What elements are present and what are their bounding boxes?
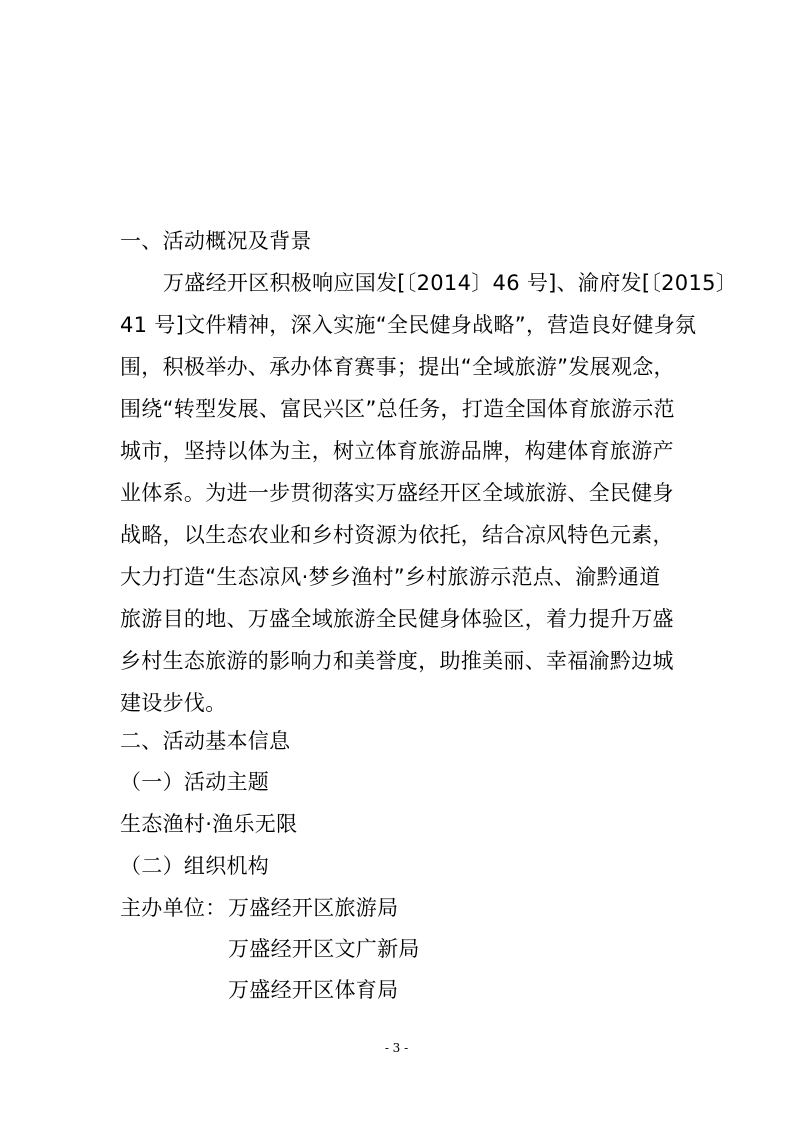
- paragraph-line: 乡村生态旅游的影响力和美誉度，助推美丽、幸福渝黔边城: [120, 649, 674, 673]
- subsection-2-heading: （二）组织机构: [120, 854, 270, 878]
- paragraph-line: 41 号]文件精神，深入实施“全民健身战略”，营造良好健身氛: [120, 313, 697, 337]
- sponsor-item: 万盛经开区旅游局: [228, 896, 399, 920]
- section-1-heading: 一、活动概况及背景: [120, 229, 312, 253]
- paragraph-line: 旅游目的地、万盛全域旅游全民健身体验区，着力提升万盛: [120, 607, 674, 631]
- paragraph-line: 城市，坚持以体为主，树立体育旅游品牌，构建体育旅游产: [120, 439, 674, 463]
- paragraph-line: 万盛经开区积极响应国发[〔2014〕46 号]、渝府发[〔2015〕: [163, 271, 738, 295]
- paragraph-line: 围，积极举办、承办体育赛事；提出“全域旅游”发展观念，: [120, 355, 675, 379]
- page-number: - 3 -: [384, 1041, 409, 1055]
- paragraph-line: 战略，以生态农业和乡村资源为依托，结合凉风特色元素，: [120, 523, 674, 547]
- sponsor-item: 万盛经开区文广新局: [228, 937, 420, 961]
- sponsor-label: 主办单位：: [120, 896, 227, 920]
- subsection-1-heading: （一）活动主题: [120, 770, 270, 794]
- paragraph-line: 业体系。为进一步贯彻落实万盛经开区全域旅游、全民健身: [120, 481, 674, 505]
- paragraph-line: 大力打造“生态凉风·梦乡渔村”乡村旅游示范点、渝黔通道: [120, 565, 661, 589]
- activity-theme-text: 生态渔村·渔乐无限: [120, 812, 298, 836]
- paragraph-line: 围绕“转型发展、富民兴区”总任务，打造全国体育旅游示范: [120, 397, 675, 421]
- sponsor-item: 万盛经开区体育局: [228, 978, 399, 1002]
- paragraph-line: 建设步伐。: [120, 691, 227, 715]
- section-2-heading: 二、活动基本信息: [120, 729, 291, 753]
